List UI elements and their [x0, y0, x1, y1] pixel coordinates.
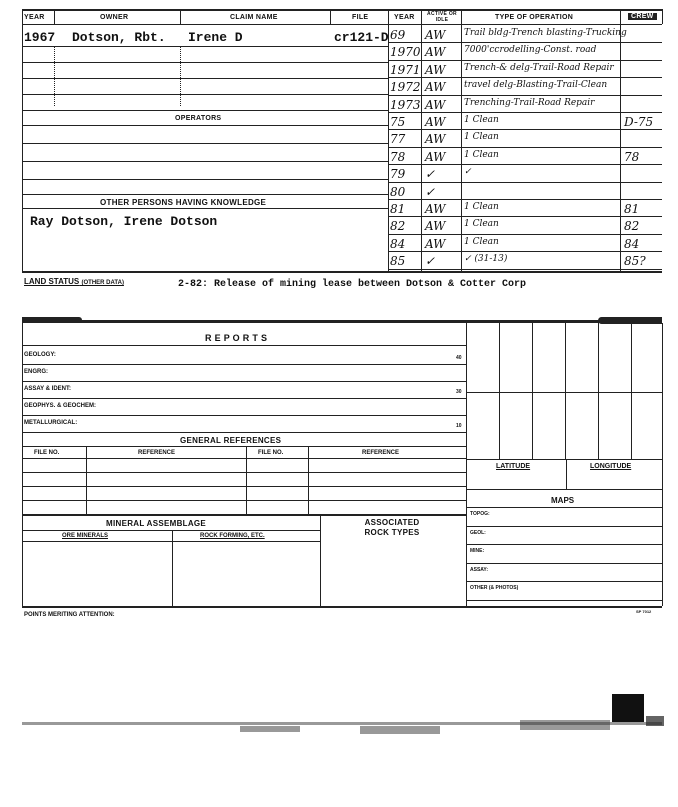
op-type: 7000'ccrodelling-Const. road	[464, 45, 597, 56]
map-row-label: TOPOG:	[470, 511, 490, 517]
op-type: Trenching-Trail-Road Repair	[464, 97, 595, 108]
op-status: AW	[425, 97, 446, 112]
op-type: 1 Clean	[464, 149, 499, 160]
op-type: travel delg-Blasting-Trail-Clean	[464, 80, 608, 91]
op-year: 77	[390, 132, 406, 147]
op-crew: 81	[624, 202, 640, 216]
op-status: AW	[425, 28, 446, 42]
col-crew-header: CREW	[628, 13, 657, 20]
op-year: 78	[390, 149, 406, 164]
col-year-header: YEAR	[24, 14, 45, 21]
op-status: ✓	[425, 254, 436, 269]
op-status: AW	[425, 219, 446, 234]
report-row-label: ASSAY & IDENT:	[24, 386, 72, 392]
op-year: 75	[390, 115, 406, 129]
map-row-label: OTHER (& PHOTOS)	[470, 585, 519, 591]
map-row-label: GEOL:	[470, 529, 486, 536]
op-year: 81	[390, 202, 406, 216]
col-claim-header: CLAIM NAME	[230, 14, 278, 21]
general-refs-title: GENERAL REFERENCES	[180, 436, 282, 445]
points-label: POINTS MERITING ATTENTION:	[24, 612, 115, 618]
op-year: 69	[390, 28, 406, 42]
op-year: 85	[390, 254, 406, 269]
op-type: 1 Clean	[464, 132, 499, 143]
knowledge-label: OTHER PERSONS HAVING KNOWLEDGE	[100, 198, 267, 207]
reports-title: R E P O R T S	[205, 333, 268, 343]
report-row-number: 30	[456, 389, 462, 395]
mineral-title: MINERAL ASSEMBLAGE	[106, 519, 207, 528]
record-claim: Irene D	[188, 30, 243, 45]
op-status: AW	[425, 202, 446, 216]
ref-file-no2-header: FILE NO.	[258, 450, 284, 456]
op-year: 79	[390, 167, 406, 182]
col-active-header: ACTIVE OR IDLE	[427, 11, 457, 23]
col-file-header: FILE	[352, 14, 369, 21]
assoc-rock-label: ASSOCIATED ROCK TYPES	[364, 518, 420, 537]
land-status-label: LAND STATUS (OTHER DATA)	[24, 277, 124, 286]
ref-file-no-header: FILE NO.	[34, 450, 60, 456]
ore-minerals-label: ORE MINERALS	[62, 533, 109, 539]
op-type: Trail bldg-Trench blasting-Trucking	[464, 28, 627, 38]
knowledge-value: Ray Dotson, Irene Dotson	[30, 214, 218, 229]
report-row-label: ENGRG:	[24, 369, 48, 375]
col-year2-header: YEAR	[394, 14, 415, 21]
report-row-label: GEOPHYS. & GEOCHEM:	[24, 403, 97, 409]
longitude-label: LONGITUDE	[590, 463, 632, 470]
op-status: ✓	[425, 167, 436, 182]
report-row-number: 40	[456, 355, 462, 361]
op-year: 80	[390, 184, 406, 199]
op-year: 1973	[390, 97, 421, 112]
ref-reference-header: REFERENCE	[138, 450, 176, 456]
op-year: 84	[390, 236, 406, 251]
land-status-value: 2-82: Release of mining lease between Dotson & Cotter Corp	[178, 279, 527, 290]
ref-reference2-header: REFERENCE	[362, 450, 400, 456]
op-status: AW	[425, 132, 446, 147]
op-type: 1 Clean	[464, 115, 499, 125]
record-year: 1967	[24, 30, 56, 45]
op-year: 1970	[390, 45, 421, 60]
operators-label: OPERATORS	[175, 115, 222, 122]
map-row-label: ASSAY:	[470, 566, 489, 573]
op-year: 1971	[390, 62, 421, 77]
op-crew: 84	[624, 236, 640, 251]
report-row-label: GEOLOGY:	[24, 352, 56, 358]
op-status: AW	[425, 149, 446, 164]
report-row-label: METALLURGICAL:	[24, 420, 78, 426]
op-type: 1 Clean	[464, 236, 499, 247]
op-type: Trench-& delg-Trail-Road Repair	[464, 62, 614, 73]
form-number: SP 7012	[636, 609, 652, 614]
op-crew: 85?	[624, 254, 646, 269]
op-status: AW	[425, 236, 446, 251]
report-row-number: 10	[456, 423, 462, 429]
op-year: 82	[390, 219, 406, 234]
col-owner-header: OWNER	[100, 14, 129, 21]
op-type: 1 Clean	[464, 202, 499, 212]
op-crew: 82	[624, 219, 640, 234]
record-owner: Dotson, Rbt.	[72, 30, 166, 45]
op-crew: D-75	[624, 115, 654, 129]
op-type: 1 Clean	[464, 219, 499, 230]
rock-forming-label: ROCK FORMING, ETC.	[200, 533, 265, 539]
maps-title: MAPS	[551, 496, 575, 505]
latitude-label: LATITUDE	[496, 463, 531, 470]
op-status: AW	[425, 45, 446, 60]
op-status: AW	[425, 115, 446, 129]
op-status: ✓	[425, 184, 436, 199]
op-status: AW	[425, 62, 446, 77]
op-crew: 78	[624, 149, 640, 164]
op-year: 1972	[390, 80, 421, 95]
record-file: cr121-D	[334, 30, 389, 45]
op-type: ✓ (31-13)	[464, 254, 508, 265]
op-status: AW	[425, 80, 446, 95]
col-type-header: TYPE OF OPERATION	[495, 14, 574, 21]
op-type: ✓	[464, 167, 472, 178]
map-row-label: MINE:	[470, 548, 485, 554]
